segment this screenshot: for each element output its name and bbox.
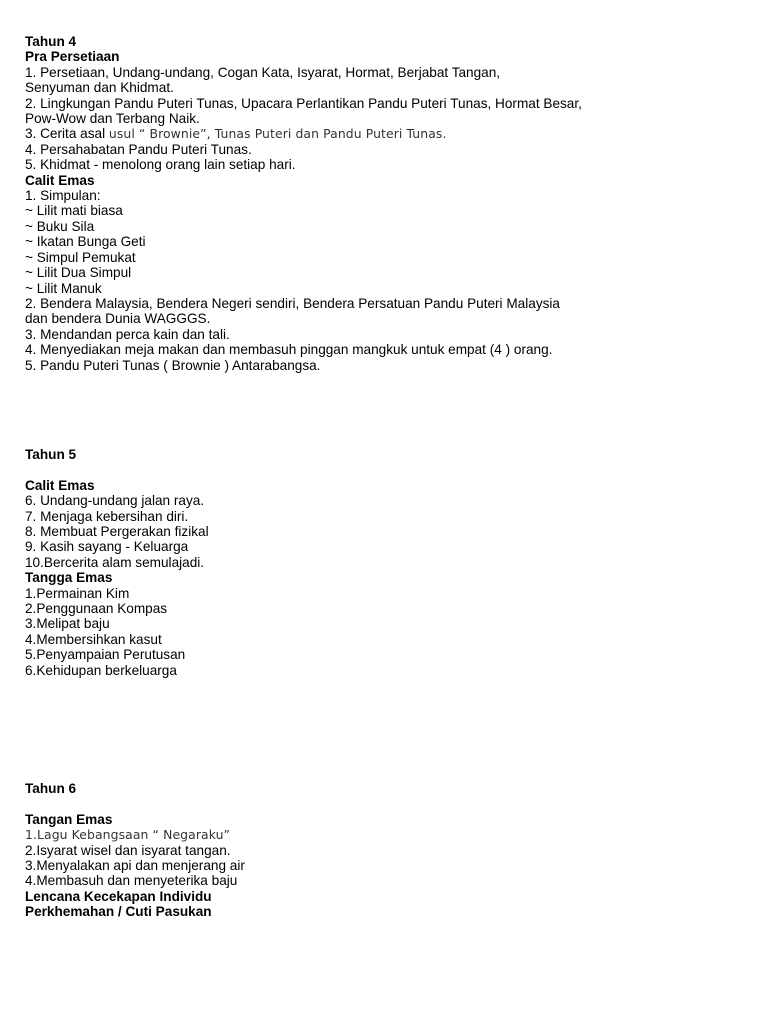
list-item: 5. Pandu Puteri Tunas ( Brownie ) Antarabangsa. [25, 357, 321, 373]
section-tahun-4 [25, 34, 745, 373]
list-item-prefix: 3. Cerita asal [25, 126, 109, 142]
list-item: 2. Bendera Malaysia, Bendera Negeri sendiri, Bendera Persatuan Pandu Puteri Malaysia [25, 295, 560, 311]
list-item: 7. Menjaga kebersihan diri. [25, 508, 189, 524]
section-tahun-5 [25, 447, 745, 678]
subheading-tangga-emas: Tangga Emas [25, 570, 113, 586]
list-item: ~ Ikatan Bunga Geti [25, 234, 146, 250]
list-item: 1. Persetiaan, Undang-undang, Cogan Kata, Isyarat, Hormat, Berjabat Tangan, [25, 64, 501, 80]
list-item: 6. Undang-undang jalan raya. [25, 493, 205, 509]
list-item: 2.Isyarat wisel dan isyarat tangan. [25, 842, 231, 858]
list-item: 5.Penyampaian Perutusan [25, 647, 186, 663]
list-item: 3.Menyalakan api dan menjerang air [25, 858, 245, 874]
list-item: 1.Lagu Kebangsaan “ Negaraku” [25, 827, 231, 843]
list-item: ~ Lilit Manuk [25, 280, 102, 296]
list-item: 6.Kehidupan berkeluarga [25, 662, 177, 678]
list-item: 2. Lingkungan Pandu Puteri Tunas, Upacara Perlantikan Pandu Puteri Tunas, Hormat Besar, [25, 95, 582, 111]
list-item: 8. Membuat Pergerakan fizikal [25, 524, 209, 540]
list-item: Senyuman dan Khidmat. [25, 80, 174, 96]
subheading-lencana: Lencana Kecekapan Individu [25, 888, 212, 904]
list-item: ~ Lilit Dua Simpul [25, 265, 132, 281]
list-item: dan bendera Dunia WAGGGS. [25, 311, 211, 327]
list-item: 1.Permainan Kim [25, 585, 130, 601]
list-item: 3. Mendandan perca kain dan tali. [25, 326, 230, 342]
subheading-pra-persetiaan: Pra Persetiaan [25, 49, 120, 65]
heading-tahun-4: Tahun 4 [25, 34, 77, 49]
list-item: 4. Persahabatan Pandu Puteri Tunas. [25, 141, 252, 157]
subheading-tangan-emas: Tangan Emas [25, 811, 113, 827]
list-item: 4. Menyediakan meja makan dan membasuh pinggan mangkuk untuk empat (4 ) orang. [25, 342, 553, 358]
subheading-perkhemahan: Perkhemahan / Cuti Pasukan [25, 904, 212, 920]
list-item: 4.Membersihkan kasut [25, 631, 162, 647]
list-item: ~ Buku Sila [25, 218, 95, 234]
spacer [25, 462, 745, 477]
list-item-rest: usul “ Brownie”, Tunas Puteri dan Pandu Puteri Tunas. [108, 126, 447, 142]
list-item: 10.Bercerita alam semulajadi. [25, 554, 205, 570]
heading-tahun-5: Tahun 5 [25, 447, 77, 462]
list-item: 5. Khidmat - menolong orang lain setiap hari. [25, 157, 296, 173]
list-item: 4.Membasuh dan menyeterika baju [25, 873, 238, 889]
list-item [25, 126, 745, 141]
list-item: 9. Kasih sayang - Keluarga [25, 539, 189, 555]
subheading-calit-emas: Calit Emas [25, 477, 95, 493]
list-item: Pow-Wow dan Terbang Naik. [25, 111, 200, 127]
list-item: 1. Simpulan: [25, 188, 101, 204]
list-item: 3.Melipat baju [25, 616, 110, 632]
subheading-calit-emas: Calit Emas [25, 172, 95, 188]
list-item: ~ Simpul Pemukat [25, 249, 136, 265]
list-item: ~ Lilit mati biasa [25, 203, 123, 219]
section-tahun-6 [25, 781, 745, 920]
heading-tahun-6: Tahun 6 [25, 781, 77, 796]
list-item: 2.Penggunaan Kompas [25, 601, 168, 617]
spacer [25, 796, 745, 811]
